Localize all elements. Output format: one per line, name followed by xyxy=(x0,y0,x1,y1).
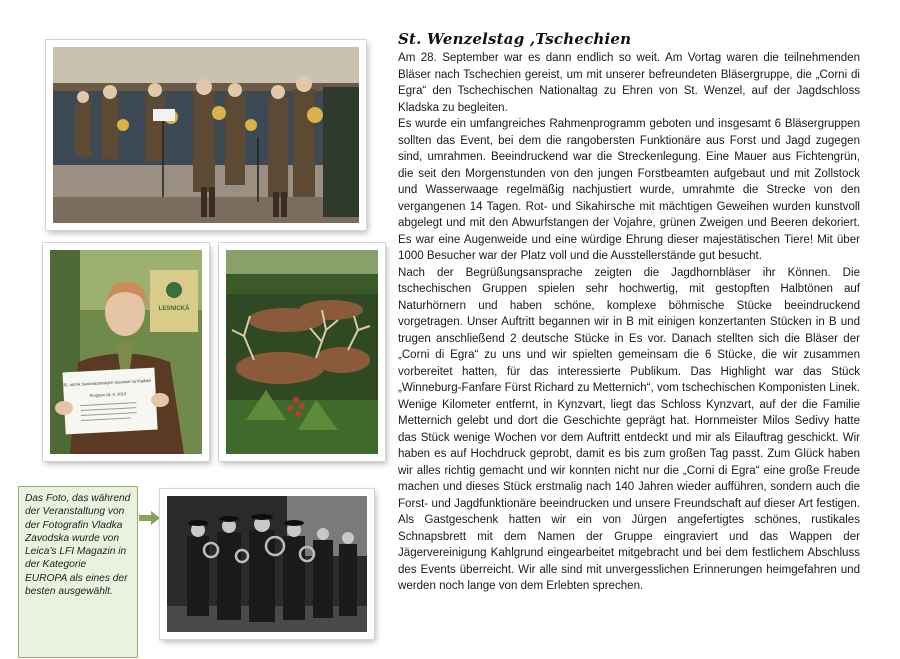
arrow-right-icon xyxy=(139,510,161,526)
certificate-line: Program 28. 9. 2019 xyxy=(89,391,127,399)
article-paragraph: Nach der Begrüßungsansprache zeigten die Jagdhornbläser ihr Können. Die tschechischen Gruppen spielen sehr hochwertig, mit gestopften Halbtönen auf Naturhörnern und haben schöne, komplexe böhmische Stücke beeindruckend vorgetragen. Unser Auftritt begannen wir in B mit einigen konzertanten Stücken in B und trugen anschließend 2 deutsche Stücke in Es vor. Danach stellten sich die Bläser der „Corni di Egra“ zu uns und wir spielten gemeinsam die 6 Stücke, die wir zusammen vorbereitet hatten, für das interessierte Publikum. Das Highlight war das Stück „Winneburg-Fanfare Fürst Richard zu Metternich“, vom tschechischen Komponisten Linek. Wenige Kilometer entfernt, in Kynzvart, liegt das Schloss Kynzvart, auf der die Familie Metternich gelebt und dort die Geschichte geprägt hat. Hornmeister Milos Sedivy hatte das Stück wenige Wochen vor dem Auftritt entdeckt und mir als Eilauftrag geschickt. Wir haben es auf Hochdruck geprobt, damit es bis zum großen Tag passt. Zum Glück haben wir alles richtig gemacht und wir konnten nicht nur die „Corni di Egra“ eine große Freude machen und dieses Stück erstmalig nach 140 Jahren wieder aufführen, sondern auch die Forst- und Jagdfunktionäre beeindrucken und unsere Freundschaft auf dieser Art festigen. Als Gastgeschenk hatten wir ein von Jürgen angefertigtes schönes, rustikales Schnapsbrett mit dem Namen der Gruppe eingraviert und das Wappen der Jägervereinigung Kahlgrund eingearbeitet mitgebracht und bei dem festlichem Abschluss des Events überreicht. Wir alle sind mit unvergesslichen Erinnerungen heimgefahren und werden noch lange von dem Erlebten sprechen. xyxy=(398,266,860,592)
photo-frame-deer xyxy=(219,243,385,461)
banner-text: LESNICKÁ xyxy=(158,306,190,312)
photo-frame-hornblowers xyxy=(46,40,366,230)
photo-frame-woman xyxy=(43,243,209,461)
photo-award-caption: Das Foto, das während der Veranstaltung von der Fotografin Vladka Zavodska wurde von Leica’s LFI Magazin in der Kategorie EUROPA als eines der besten ausgewählt. xyxy=(18,486,138,658)
article-paragraph: Am 28. September war es dann endlich so weit. Am Vortag waren die teilnehmenden Bläser nach Tschechien gereist, um mit unserer befreundeten Bläsergruppe, die „Corni di Egra“ den Tschechischen Nationaltag zu Ehren von St. Wenzel, auf der Jagdschloss Kladska zu begleiten. xyxy=(398,52,860,114)
photo-hornblowers-stage xyxy=(53,47,359,223)
article-paragraph: Es wurde ein umfangreiches Rahmenprogramm geboten und insgesamt 6 Bläsergruppen sollten das Event, bei dem die rangobersten Funktionäre aus Forst und Jagd zugegen sind, umrahmen. Beeindruckend war die Streckenlegung. Eine Mauer aus Fichtengrün, die seit den Morgenstunden von den jungen Forstbeamten aufgebaut und mit Zollstock und Wasserwaage regelmäßig nachjustiert wurde, umrahmte die Strecke von den vergangenen 14 Tagen. Rot- und Sikahirsche mit mächtigen Geweihen wurden kunstvoll abgelegt und mit den Abwurfstangen der Vojahre, grünen Zweigen und Beeren dekoriert. Es war eine Augenweide und eine würdige Ehrung dieser majestätischen Tiere! Mit über 1000 Besucher war der Platz voll und die Ausstellerstände gut besucht. xyxy=(398,118,860,262)
article-body xyxy=(398,50,860,595)
photo-deer-display xyxy=(226,250,378,454)
article-title: St. Wenzelstag ,Tschechien xyxy=(398,30,632,48)
photo-woman-with-certificate xyxy=(50,250,202,454)
photo-black-white-procession xyxy=(167,496,367,632)
certificate-heading: 35. ročník Svatováclavských slavností na Kladské xyxy=(62,377,152,388)
photo-frame-procession xyxy=(160,489,374,639)
